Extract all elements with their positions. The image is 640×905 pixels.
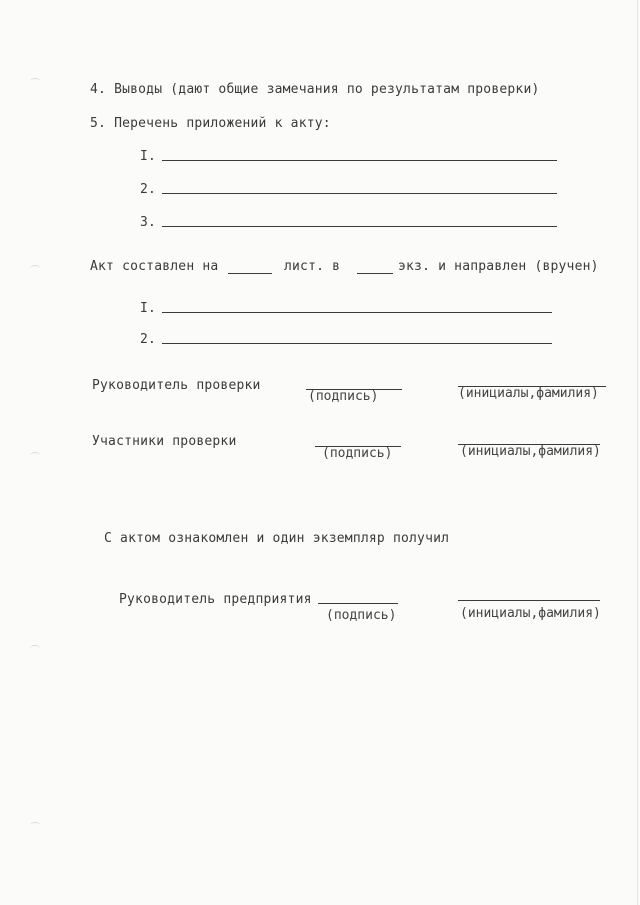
enterprise-head-label: Руководитель предприятия [119, 592, 312, 607]
item-attachments: 5. Перечень приложений к акту: [90, 116, 331, 131]
acknowledge-text: С актом ознакомлен и один экземпляр получил [104, 531, 450, 546]
sheets-count-blank[interactable] [228, 273, 272, 274]
enterprise-head-signature-line[interactable] [318, 603, 398, 604]
attachment-number: 3. [140, 215, 157, 230]
initials-caption: (инициалы,фамилия) [458, 386, 599, 401]
act-mid2: экз. и направлен (вручен) [398, 259, 599, 274]
signature-caption: (подпись) [326, 608, 397, 623]
act-mid1: лист. в [284, 259, 341, 274]
punch-hole-mark [30, 78, 40, 85]
signature-caption: (подпись) [308, 389, 379, 404]
recipient-number: 2. [140, 332, 157, 347]
attachment-number: 2. [140, 182, 157, 197]
recipient-line-2[interactable] [162, 343, 552, 344]
attachment-line-1[interactable] [162, 160, 557, 161]
attachment-line-3[interactable] [162, 226, 557, 227]
act-prefix: Акт составлен на [90, 259, 219, 274]
item-conclusions: 4. Выводы (дают общие замечания по результатам проверки) [90, 82, 540, 97]
enterprise-head-name-line[interactable] [458, 600, 600, 601]
recipient-number: I. [140, 301, 157, 316]
signature-caption: (подпись) [322, 446, 393, 461]
initials-caption: (инициалы,фамилия) [460, 606, 601, 621]
punch-hole-mark [30, 822, 40, 829]
recipient-line-1[interactable] [162, 312, 552, 313]
punch-hole-mark [30, 265, 40, 272]
attachment-number: I. [140, 149, 157, 164]
page-edge [637, 0, 638, 905]
copies-count-blank[interactable] [357, 273, 393, 274]
initials-caption: (инициалы,фамилия) [460, 444, 601, 459]
punch-hole-mark [30, 452, 40, 459]
punch-hole-mark [30, 645, 40, 652]
inspection-head-label: Руководитель проверки [92, 378, 261, 393]
attachment-line-2[interactable] [162, 193, 557, 194]
participants-label: Участники проверки [92, 434, 237, 449]
